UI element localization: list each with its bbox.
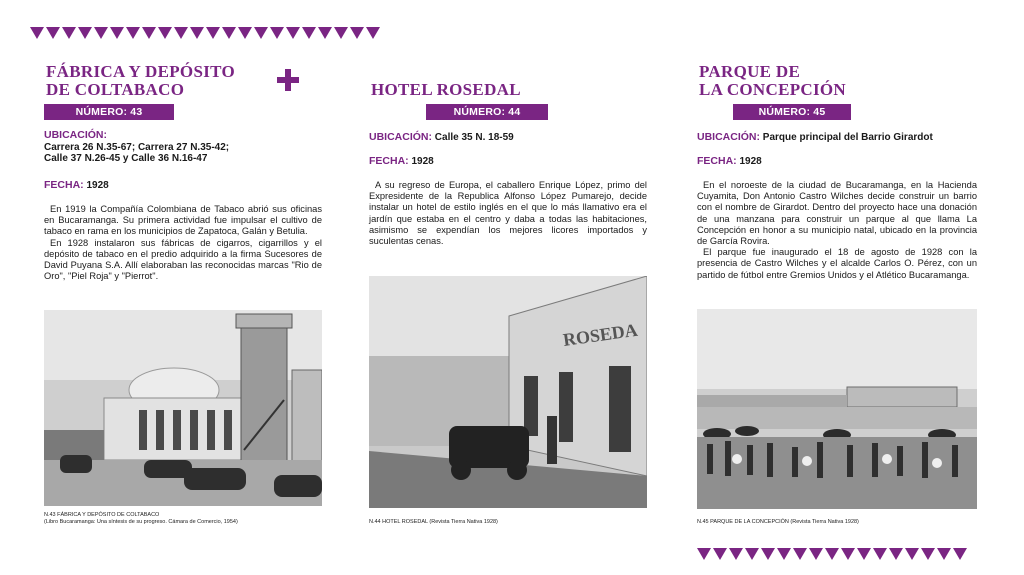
fecha-field xyxy=(697,156,762,168)
fecha-label: FECHA: xyxy=(697,155,737,167)
caption-line-2: (Libro Bucaramanga: Una síntesis de su progreso. Cámara de Comercio, 1954) xyxy=(44,519,238,525)
fecha-field xyxy=(44,180,109,192)
fecha-label: FECHA: xyxy=(369,155,409,167)
ubicacion-line-2: Calle 37 N.26-45 y Calle 36 N.16-47 xyxy=(44,153,208,164)
ubicacion-value: Calle 35 N. 18-59 xyxy=(434,132,514,143)
ubicacion-label: UBICACIÓN: xyxy=(44,129,107,141)
fecha-value: 1928 xyxy=(411,156,434,167)
entry-title xyxy=(46,63,286,99)
numero-badge: NÚMERO: 43 xyxy=(44,104,174,120)
title-line-1: FÁBRICA Y DEPÓSITO xyxy=(46,62,235,81)
entry-body xyxy=(697,180,977,281)
caption-line-1: N.44 HOTEL ROSEDAL (Revista Tierra Nativa 1928) xyxy=(369,519,498,525)
paragraph: En 1919 la Compañía Colombiana de Tabaco abrió sus oficinas en Bucaramanga. Su primera actividad fue impulsar el cultivo de tabaco en rama en los municipios de Zapatoca, Galán y Betulia. xyxy=(44,204,322,237)
entry-body xyxy=(369,180,647,247)
ubicacion-label: UBICACIÓN: xyxy=(697,131,760,143)
entry-title xyxy=(371,81,611,99)
photo-caption xyxy=(697,519,977,526)
ubicacion-field xyxy=(697,132,977,144)
photo-hotel-rosedal xyxy=(369,276,647,508)
entry-title xyxy=(699,63,959,99)
title-line-1: PARQUE DE xyxy=(699,62,801,81)
title-line-2: DE COLTABACO xyxy=(46,80,185,99)
ubicacion-line-1: Carrera 26 N.35-67; Carrera 27 N.35-42; xyxy=(44,141,230,153)
ubicacion-value: Parque principal del Barrio Girardot xyxy=(762,132,933,143)
fecha-field xyxy=(369,156,434,168)
ubicacion-field xyxy=(44,130,304,165)
entry-body xyxy=(44,204,322,282)
photo-coltabaco xyxy=(44,310,322,506)
paragraph: En el noroeste de la ciudad de Bucaramanga, en la Hacienda Cuyamita, Don Antonio Castro Wilches decide construir un barrio con el nombre de Girardot. Dentro del proyecto hace una donación de una manzana para construir un parque al que llama La Concepción en honor a su municipio natal, ubicado en la provincia de García Rovira. xyxy=(697,180,977,247)
fecha-value: 1928 xyxy=(86,180,109,191)
caption-line-1: N.43 FÁBRICA Y DEPÓSITO DE COLTABACO xyxy=(44,512,160,518)
photo-illustration xyxy=(369,276,647,508)
photo-parque-concepcion xyxy=(697,309,977,509)
title-line-2: LA CONCEPCIÓN xyxy=(699,80,846,99)
ubicacion-field xyxy=(369,132,647,144)
photo-caption xyxy=(44,512,324,526)
numero-badge: NÚMERO: 44 xyxy=(426,104,548,120)
numero-badge: NÚMERO: 45 xyxy=(733,104,851,120)
triangle-border-bottom xyxy=(697,548,969,560)
paragraph: En 1928 instalaron sus fábricas de cigarros, cigarrillos y el depósito de tabaco en el predio adquirido a la firma Sucesores de David Puyana S.A. Allí elaboraban las reconocidas marcas "Rio de Oro", "Piel Roja" y "Pierrot". xyxy=(44,237,322,282)
fecha-value: 1928 xyxy=(739,156,762,167)
photo-caption xyxy=(369,519,647,526)
triangle-border-top xyxy=(30,27,382,39)
photo-illustration xyxy=(697,309,977,509)
paragraph: El parque fue inaugurado el 18 de agosto de 1928 con la presencia de Castro Wilches y el alcalde Carlos O. Pérez, con un partido de fútbol entre Gremios Unidos y el Atlético Bucaramanga. xyxy=(697,247,977,280)
ubicacion-label: UBICACIÓN: xyxy=(369,131,432,143)
caption-line-1: N.45 PARQUE DE LA CONCEPCIÓN (Revista Tierra Nativa 1928) xyxy=(697,519,859,525)
paragraph: A su regreso de Europa, el caballero Enrique López, primo del Expresidente de la Republica Alfonso López Pumarejo, decide instalar un hotel de estilo inglés en el que lo más llamativo era el jardín que estaba en el centro y daba a todas las habitaciones, asimismo se expendían los mejores licores importados y suculentas cenas. xyxy=(369,180,647,247)
fecha-label: FECHA: xyxy=(44,179,84,191)
hotel-sign: ROSEDA xyxy=(561,319,639,350)
title-line-1: HOTEL ROSEDAL xyxy=(371,80,521,99)
photo-illustration xyxy=(44,310,322,506)
